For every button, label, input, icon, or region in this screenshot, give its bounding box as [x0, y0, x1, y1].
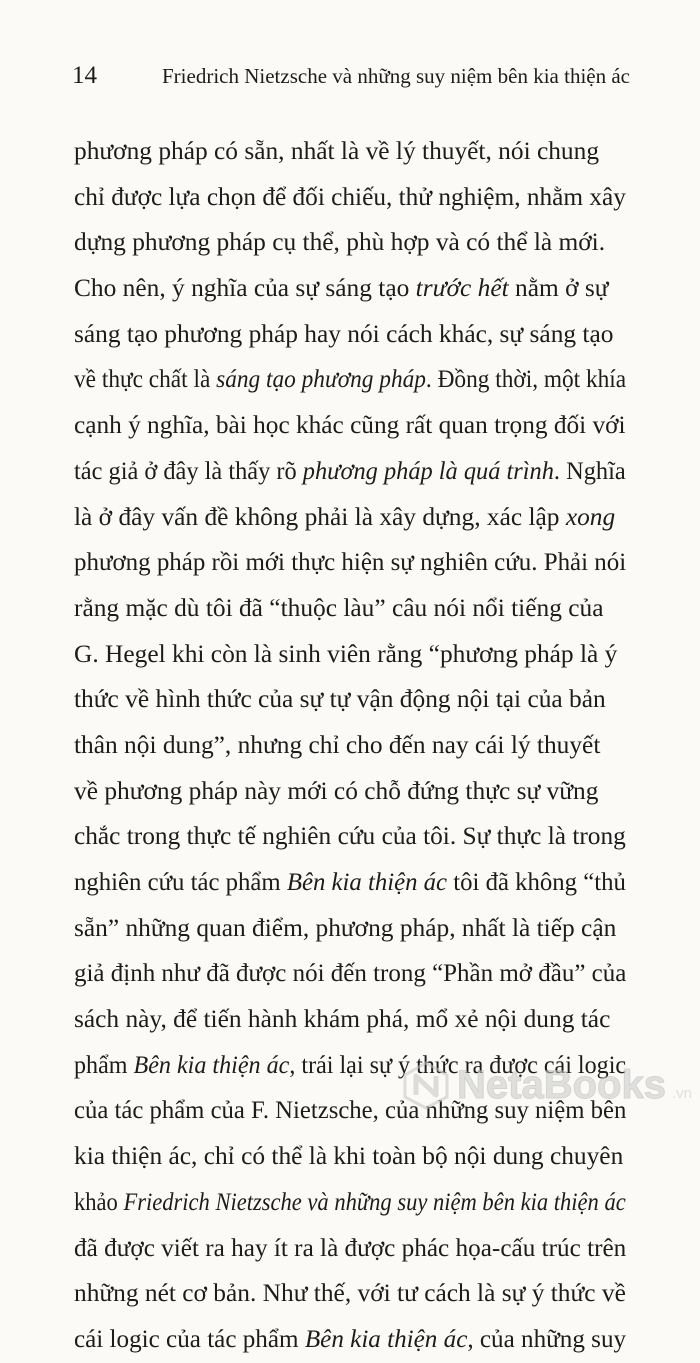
running-header-title: Friedrich Nietzsche và những suy niệm bên kia thiện ác [162, 64, 630, 88]
text-line [74, 312, 626, 358]
text-segment: thức về hình thức của sự tự vận động nội tại của bản [74, 685, 606, 714]
text-segment: cái logic của tác phẩm [74, 1324, 305, 1353]
text-segment: . Nghĩa [553, 456, 626, 485]
text-segment: dựng phương pháp cụ thể, phù hợp và có thể là mới. [74, 228, 606, 257]
text-segment: sẵn” những quan điểm, phương pháp, nhất là tiếp cận [74, 913, 617, 942]
text-segment: về phương pháp này mới có chỗ đứng thực sự vững [74, 776, 599, 805]
text-line [74, 677, 626, 723]
text-segment: sáng tạo phương pháp hay nói cách khác, sự sáng tạo [74, 319, 614, 348]
italic-text: xong [565, 502, 616, 531]
text-segment: là ở đây vấn đề không phải là xây dựng, xác lập [74, 502, 566, 531]
text-line [74, 129, 626, 175]
text-segment: rằng mặc dù tôi đã “thuộc làu” câu nói nổi tiếng của [74, 593, 604, 622]
text-line [74, 449, 626, 495]
text-segment: đã được viết ra hay ít ra là được phác họa-cấu trúc trên [74, 1233, 627, 1262]
text-segment: khảo [74, 1187, 124, 1216]
text-line [74, 540, 627, 586]
text-line [74, 997, 626, 1043]
text-line [74, 1134, 626, 1180]
watermark-suffix: .vn [671, 1085, 692, 1102]
text-segment: giả định như đã được nói đến trong “Phần mở đầu” của [74, 959, 627, 988]
text-segment: cạnh ý nghĩa, bài học khác cũng rất quan trọng đối với [74, 411, 626, 440]
text-line [74, 495, 626, 541]
text-segment: chắc trong thực tế nghiên cứu của tôi. Sự thực là trong [74, 822, 626, 851]
text-line [74, 357, 627, 403]
text-line [74, 906, 626, 952]
watermark-brand: NetaBooks [457, 1062, 666, 1107]
italic-text: Friedrich Nietzsche và những suy niệm bên kia thiện ác [123, 1187, 626, 1216]
text-segment: tác giả ở đây là thấy rõ [74, 456, 303, 485]
text-segment: chỉ được lựa chọn để đối chiếu, thử nghiệm, nhằm xây [74, 182, 626, 211]
watermark [401, 1060, 692, 1110]
italic-text: trước hết [415, 274, 509, 303]
text-segment: nằm ở sự [508, 274, 609, 303]
text-segment: phương pháp có sẵn, nhất là về lý thuyết, nói chung [74, 137, 600, 165]
text-segment: , của những suy [467, 1324, 627, 1353]
body-text [74, 129, 626, 1363]
text-line [74, 1226, 627, 1272]
text-line [74, 175, 624, 221]
text-segment: Cho nên, ý nghĩa của sự sáng tạo [74, 274, 416, 303]
text-line [74, 814, 625, 860]
italic-text: Bên kia thiện ác [133, 1050, 290, 1079]
italic-text: sáng tạo phương pháp [216, 365, 426, 394]
text-segment: về thực chất là [74, 365, 217, 394]
text-line [74, 1271, 626, 1317]
text-line [74, 951, 627, 997]
text-line [74, 769, 626, 815]
page-number: 14 [72, 62, 97, 89]
netabooks-logo-icon [401, 1060, 451, 1110]
text-segment: phẩm [74, 1050, 134, 1079]
text-segment: tôi đã không “thủ [447, 868, 626, 896]
text-segment: phương pháp rồi mới thực hiện sự nghiên cứu. Phải nói [74, 548, 627, 577]
text-line [74, 1317, 627, 1363]
italic-text: Bên kia thiện ác [286, 868, 448, 896]
text-segment: thân nội dung”, nhưng chỉ cho đến nay cái lý thuyết [74, 730, 601, 759]
italic-text: Bên kia thiện ác [304, 1324, 468, 1353]
text-segment: kia thiện ác, chỉ có thể là khi toàn bộ nội dung chuyên [74, 1142, 624, 1171]
text-segment: sách này, để tiến hành khám phá, mổ xẻ nội dung tác [74, 1005, 611, 1034]
text-line [74, 586, 626, 632]
text-segment: . Đồng thời, một khía [425, 365, 627, 394]
italic-text: phương pháp là quá trình [302, 456, 554, 485]
text-line [74, 860, 626, 906]
text-line [74, 220, 626, 266]
text-segment: của tác phẩm của F. Nietzsche, của những suy niệm bên [74, 1096, 627, 1125]
text-segment: những nét cơ bản. Như thế, với tư cách là sự ý thức về [74, 1279, 626, 1308]
text-line [74, 266, 626, 312]
text-segment: , trái lại sự ý thức ra được cái logic [289, 1050, 627, 1079]
text-segment: G. Hegel khi còn là sinh viên rằng “phương pháp là ý [74, 639, 618, 668]
text-line [74, 403, 624, 449]
text-line [74, 632, 626, 678]
text-line [74, 1180, 626, 1226]
text-line [74, 723, 626, 769]
text-segment: nghiên cứu tác phẩm [74, 868, 287, 896]
